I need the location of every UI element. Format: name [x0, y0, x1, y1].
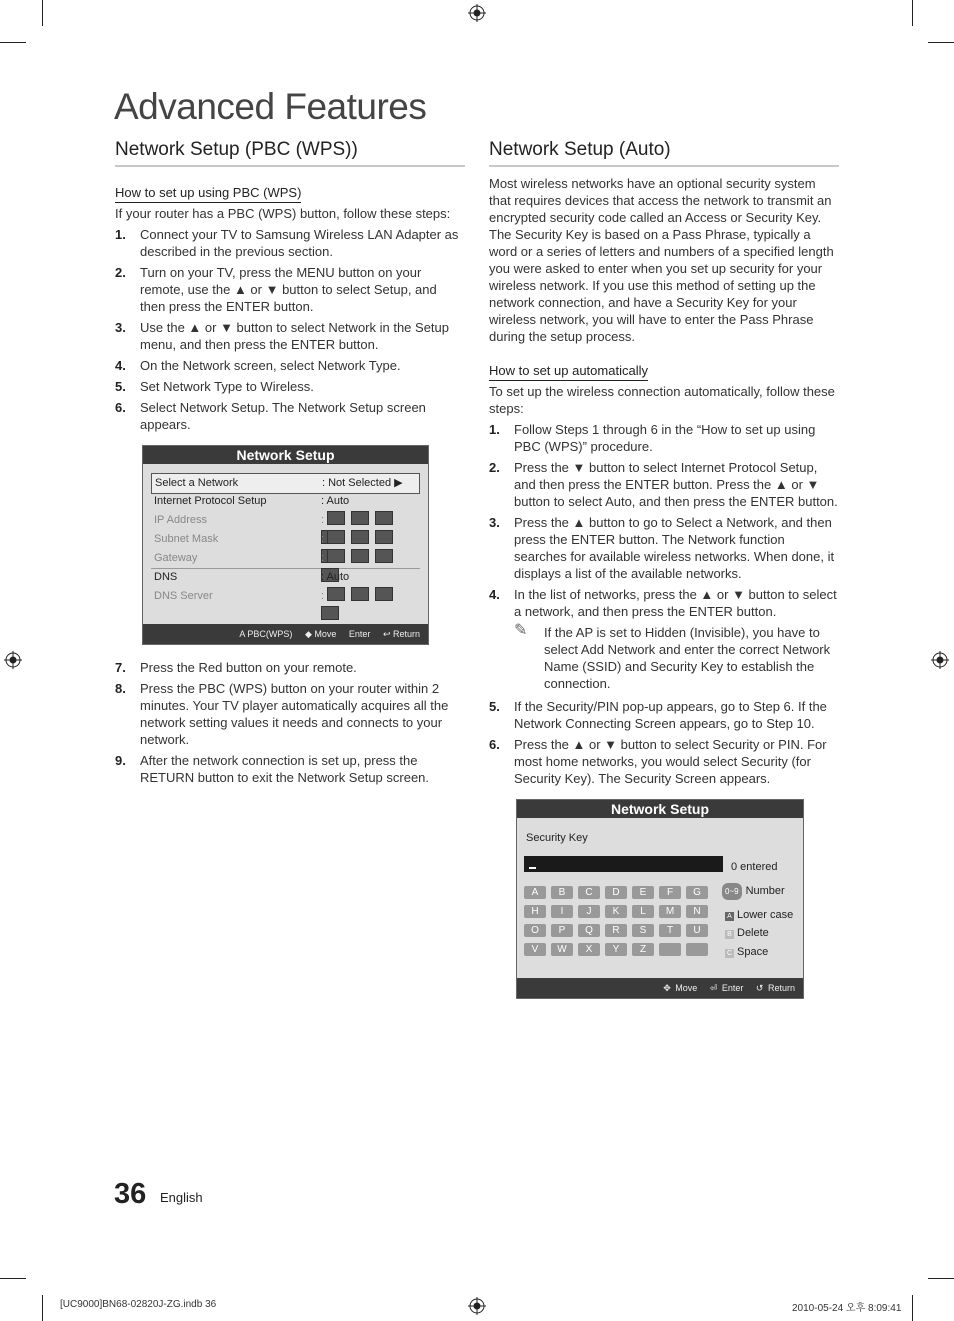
key[interactable]: Q	[578, 924, 600, 937]
page-number: 36	[114, 1178, 147, 1210]
enter-icon: ⏎	[709, 983, 718, 993]
security-key-input[interactable]	[524, 856, 723, 872]
move-hint: ◆ Move	[304, 629, 337, 639]
return-hint: Return	[767, 983, 795, 993]
menu-row[interactable]: DNS : Auto	[154, 571, 350, 583]
key[interactable]: R	[605, 924, 627, 937]
key[interactable]	[686, 943, 708, 956]
key[interactable]: V	[524, 943, 546, 956]
key[interactable]: P	[551, 924, 573, 937]
print-info-right: 2010-05-24 오후 8:09:41	[792, 1303, 902, 1314]
crop-mark	[912, 0, 913, 26]
subheading: How to set up automatically	[489, 362, 648, 381]
page-title: Advanced Features	[114, 86, 427, 127]
key[interactable]	[659, 943, 681, 956]
list-item: 4. On the Network screen, select Network Type.	[115, 358, 401, 373]
menu-row[interactable]: Internet Protocol Setup : Auto	[154, 495, 350, 507]
intro-text: If your router has a PBC (WPS) button, follow these steps:	[115, 206, 451, 221]
list-item: 2. Press the ▼ button to select Internet Protocol Setup, and then press the ENTER button. Press the ▲ or ▼ button to select Auto, and then press the ENTER button.	[489, 460, 838, 509]
crop-mark	[42, 1295, 43, 1321]
list-item: 8. Press the PBC (WPS) button on your router within 2 minutes. Your TV player automatically acquires all the network setting values it needs and connects to your network.	[115, 681, 449, 747]
crop-mark	[0, 42, 26, 43]
section-heading: Network Setup (Auto)	[489, 138, 839, 167]
list-item: 1. Connect your TV to Samsung Wireless LAN Adapter as described in the previous section.	[115, 227, 459, 259]
screen-title: Network Setup	[143, 446, 428, 464]
key[interactable]: L	[632, 905, 654, 918]
steps-list	[115, 659, 465, 786]
key[interactable]: X	[578, 943, 600, 956]
language-label: English	[160, 1190, 203, 1205]
move-icon: ✥	[663, 983, 671, 993]
menu-row: Gateway :	[151, 549, 420, 569]
number-option[interactable]: 0~9 Number	[722, 883, 785, 900]
list-item: 2. Turn on your TV, press the MENU button on your remote, use the ▲ or ▼ button to select Setup, and then press the ENTER button.	[115, 265, 437, 314]
screen-footer	[143, 624, 428, 644]
key[interactable]: W	[551, 943, 573, 956]
list-item: 7. Press the Red button on your remote.	[115, 660, 357, 675]
list-item: 1. Follow Steps 1 through 6 in the “How to set up using PBC (WPS)” procedure.	[489, 422, 816, 454]
network-setup-screen	[142, 445, 429, 645]
key[interactable]: B	[551, 886, 573, 899]
security-key-screen	[516, 799, 804, 999]
menu-row: DNS Server :	[151, 587, 420, 606]
list-item: 3. Use the ▲ or ▼ button to select Network in the Setup menu, and then press the ENTER button.	[115, 320, 449, 352]
screen-title: Network Setup	[517, 800, 803, 818]
key[interactable]: O	[524, 924, 546, 937]
crop-mark	[912, 1295, 913, 1321]
crop-mark	[42, 0, 43, 26]
key[interactable]: F	[659, 886, 681, 899]
key[interactable]: T	[659, 924, 681, 937]
menu-row: Subnet Mask :	[151, 530, 420, 549]
list-item: 4. In the list of networks, press the ▲ or ▼ button to select a network, and then press the ENTER button.	[489, 587, 837, 619]
key[interactable]: U	[686, 924, 708, 937]
delete-option[interactable]: B Delete	[725, 925, 769, 942]
registration-mark-icon	[468, 4, 486, 22]
crop-mark	[928, 42, 954, 43]
crop-mark	[0, 1278, 26, 1279]
print-info-left: [UC9000]BN68-02820J-ZG.indb 36	[60, 1299, 217, 1310]
key[interactable]: A	[524, 886, 546, 899]
key[interactable]: I	[551, 905, 573, 918]
registration-mark-icon	[4, 651, 22, 669]
return-hint: ↩ Return	[382, 629, 420, 639]
a-button-icon: A	[725, 912, 734, 921]
intro-text: Most wireless networks have an optional security system that requires devices that access the network to transmit an encrypted security code called an Access or Security Key. The Security Key is based on a Pass Phrase, typically a word or a series of letters and numbers of a specified length you were asked to enter when you set up security for your wireless network. If you use this method of setting up the network connection, and have a Security Key for your wireless network, you will have to enter the Pass Phrase during the setup process.	[489, 176, 834, 344]
key[interactable]: H	[524, 905, 546, 918]
intro-text: To set up the wireless connection automatically, follow these steps:	[489, 384, 835, 416]
crop-mark	[928, 1278, 954, 1279]
list-item: 6. Select Network Setup. The Network Setup screen appears.	[115, 400, 426, 432]
section-heading: Network Setup (PBC (WPS))	[115, 138, 465, 167]
move-hint: Move	[675, 983, 698, 993]
enter-hint: Enter	[348, 629, 371, 639]
number-badge: 0~9	[722, 883, 742, 900]
key[interactable]: M	[659, 905, 681, 918]
key[interactable]: E	[632, 886, 654, 899]
key[interactable]: S	[632, 924, 654, 937]
key[interactable]: D	[605, 886, 627, 899]
b-button-icon: B	[725, 930, 734, 939]
key[interactable]: Y	[605, 943, 627, 956]
space-option[interactable]: C Space	[726, 946, 769, 958]
steps-list	[489, 698, 839, 787]
key[interactable]: Z	[632, 943, 654, 956]
enter-hint: Enter	[721, 983, 744, 993]
steps-list	[115, 226, 465, 433]
list-item: 5. Set Network Type to Wireless.	[115, 379, 314, 394]
menu-row: IP Address :	[151, 511, 420, 530]
list-item: 3. Press the ▲ button to go to Select a Network, and then press the ENTER button. The Network function searches for available wireless networks. When done, it displays a list of the available networks.	[489, 515, 835, 581]
key[interactable]: G	[686, 886, 708, 899]
list-item: 9. After the network connection is set up, press the RETURN button to exit the Network Setup screen.	[115, 753, 430, 785]
screen-footer	[517, 978, 803, 998]
right-column	[489, 138, 839, 999]
registration-mark-icon	[468, 1297, 486, 1315]
key[interactable]: C	[578, 886, 600, 899]
steps-list	[489, 421, 839, 620]
return-icon: ↺	[755, 983, 764, 993]
c-button-icon: C	[726, 950, 733, 957]
lower-case-option[interactable]: A Lower case	[725, 907, 793, 924]
key[interactable]: K	[605, 905, 627, 918]
security-key-label: Security Key	[526, 832, 588, 844]
list-item: 5. If the Security/PIN pop-up appears, go to Step 6. If the Network Connecting Screen appears, go to Step 10.	[489, 699, 827, 731]
subheading: How to set up using PBC (WPS)	[115, 184, 301, 203]
note: ✎ If the AP is set to Hidden (Invisible), you have to select Add Network and enter the correct Network Name (SSID) and Security Key to establish the connection.	[514, 622, 831, 691]
key[interactable]: J	[578, 905, 600, 918]
registration-mark-icon	[931, 651, 949, 669]
left-column	[115, 138, 465, 790]
menu-row[interactable]: Select a Network : Not Selected ▶	[151, 473, 420, 494]
pencil-icon: ✎	[514, 622, 528, 639]
entered-count: 0 entered	[731, 861, 778, 873]
pbc-hint: A PBC(WPS)	[239, 629, 293, 639]
key[interactable]: N	[686, 905, 708, 918]
list-item: 6. Press the ▲ or ▼ button to select Security or PIN. For most home networks, you would select Security (for Security Key). The Security Screen appears.	[489, 737, 827, 786]
